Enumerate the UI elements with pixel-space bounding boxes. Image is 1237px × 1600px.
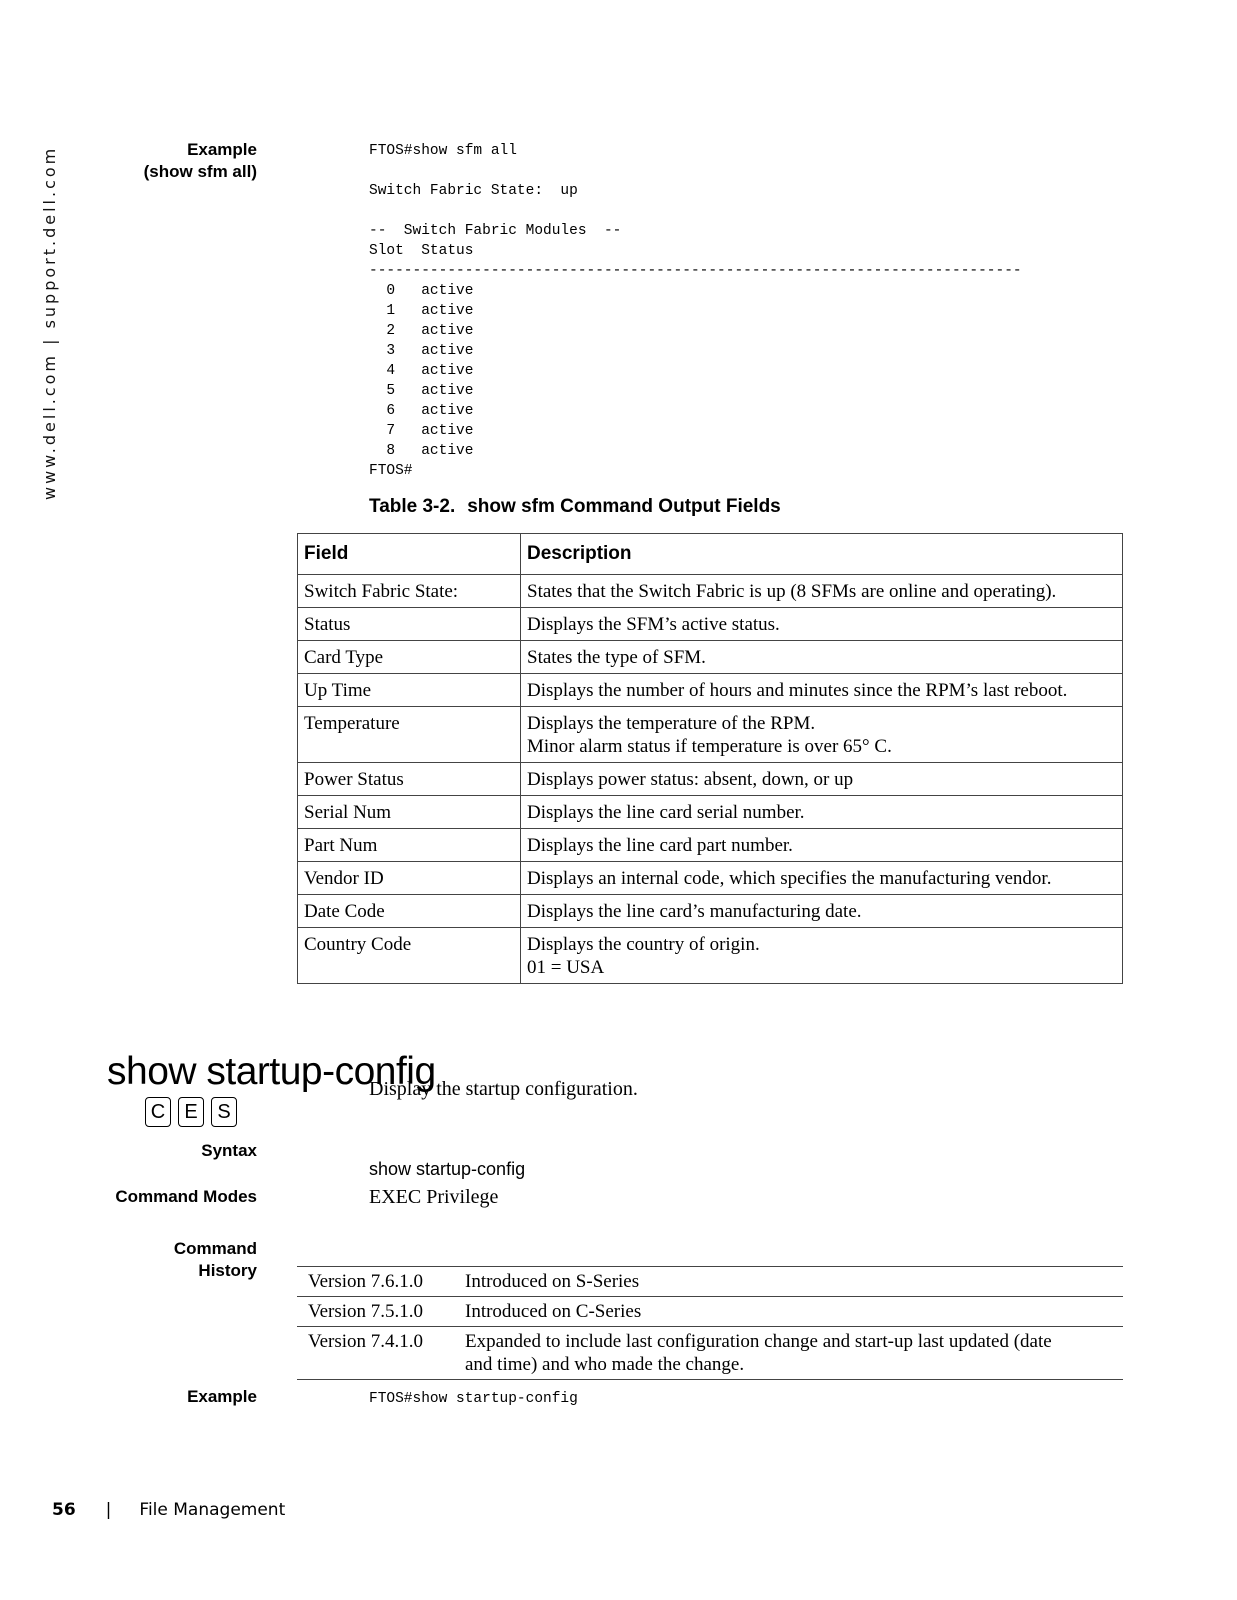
table-row: [298, 674, 1123, 707]
command-title: show startup-config: [107, 1050, 436, 1093]
output-fields-table: [297, 533, 1123, 984]
description-line: Displays the line card’s manufacturing date.: [527, 901, 862, 922]
history-row: [297, 1297, 1123, 1327]
description-cell: [521, 641, 1123, 674]
description-line: Displays the line card part number.: [527, 835, 793, 856]
page-footer: [52, 1500, 285, 1520]
description-line: Displays the country of origin.: [527, 934, 760, 955]
history-description-line: Expanded to include last configuration change and start-up last updated (date: [465, 1331, 1052, 1352]
field-cell: Date Code: [298, 895, 521, 928]
page-number: 56: [52, 1500, 76, 1520]
table-header-row: [298, 534, 1123, 575]
table-row: [298, 763, 1123, 796]
table-row: [298, 608, 1123, 641]
field-cell: Switch Fabric State:: [298, 575, 521, 608]
example-label-line1: Example: [187, 140, 257, 159]
table-row: [298, 829, 1123, 862]
field-cell: Up Time: [298, 674, 521, 707]
description-cell: [521, 575, 1123, 608]
command-history-label: [174, 1238, 257, 1282]
description-line: States the type of SFM.: [527, 647, 706, 668]
field-cell: Card Type: [298, 641, 521, 674]
field-cell: Status: [298, 608, 521, 641]
history-description-line: Introduced on C-Series: [465, 1301, 642, 1322]
description-line: Displays the SFM’s active status.: [527, 614, 780, 635]
description-line: Displays the number of hours and minutes since the RPM’s last reboot.: [527, 680, 1068, 701]
field-cell: Serial Num: [298, 796, 521, 829]
table-row: [298, 862, 1123, 895]
description-line: Displays power status: absent, down, or up: [527, 769, 854, 790]
field-cell: Part Num: [298, 829, 521, 862]
example2-label: Example: [187, 1387, 257, 1406]
description-cell: [521, 928, 1123, 984]
history-description-line: Introduced on S-Series: [465, 1271, 640, 1292]
description-cell: [521, 674, 1123, 707]
example-code-block: FTOS#show sfm all Switch Fabric State: up -- Switch Fabric Modules -- Slot Status --------------------------------------------------------------------------- 0 active 1 active 2 active 3 active 4 active 5 active 6 active 7 active 8 active FTOS#: [369, 143, 1022, 479]
header-field: Field: [298, 534, 521, 575]
footer-section: File Management: [139, 1500, 286, 1520]
mode-badge: C: [145, 1097, 171, 1127]
table-caption: [369, 496, 781, 518]
syntax-label: Syntax: [201, 1141, 257, 1160]
header-description: Description: [521, 534, 1123, 575]
table-caption-number: Table 3-2.: [369, 496, 456, 517]
example2-code: FTOS#show startup-config: [369, 1391, 578, 1407]
footer-separator: |: [105, 1500, 112, 1520]
description-cell: [521, 862, 1123, 895]
field-cell: Temperature: [298, 707, 521, 763]
description-line: Displays an internal code, which specifies the manufacturing vendor.: [527, 868, 1052, 889]
table-row: [298, 928, 1123, 984]
field-cell: Power Status: [298, 763, 521, 796]
table-row: [298, 575, 1123, 608]
side-url: www.dell.com | support.dell.com: [40, 145, 59, 500]
history-description: [454, 1267, 1123, 1297]
description-cell: [521, 608, 1123, 641]
description-cell: [521, 796, 1123, 829]
command-history-table: [297, 1266, 1123, 1380]
history-body: [297, 1267, 1123, 1380]
command-description: Display the startup configuration.: [369, 1078, 638, 1100]
syntax-text: show startup-config: [369, 1159, 526, 1179]
history-row: [297, 1267, 1123, 1297]
history-description: [454, 1297, 1123, 1327]
description-line: Minor alarm status if temperature is over 65° C.: [527, 736, 892, 757]
description-cell: [521, 763, 1123, 796]
field-cell: Country Code: [298, 928, 521, 984]
table-body: [298, 575, 1123, 984]
command-mode-badges: [145, 1097, 237, 1127]
example-label-line2: (show sfm all): [143, 162, 257, 181]
description-line: Displays the temperature of the RPM.: [527, 713, 816, 734]
mode-badge: S: [211, 1097, 237, 1127]
description-line: States that the Switch Fabric is up (8 SFMs are online and operating).: [527, 581, 1057, 602]
command-modes-label: Command Modes: [115, 1187, 257, 1206]
table-row: [298, 796, 1123, 829]
history-version: Version 7.6.1.0: [297, 1267, 454, 1297]
description-line: Displays the line card serial number.: [527, 802, 805, 823]
field-cell: Vendor ID: [298, 862, 521, 895]
history-description-line: and time) and who made the change.: [465, 1354, 745, 1375]
history-version: Version 7.4.1.0: [297, 1327, 454, 1380]
description-cell: [521, 707, 1123, 763]
example-label: [144, 139, 257, 183]
history-description: [454, 1327, 1123, 1380]
description-cell: [521, 829, 1123, 862]
command-history-label-line2: History: [198, 1261, 257, 1280]
table-row: [298, 895, 1123, 928]
table-row: [298, 641, 1123, 674]
description-cell: [521, 895, 1123, 928]
table-caption-title: show sfm Command Output Fields: [467, 496, 781, 517]
description-line: 01 = USA: [527, 957, 605, 978]
table-row: [298, 707, 1123, 763]
history-version: Version 7.5.1.0: [297, 1297, 454, 1327]
command-history-label-line1: Command: [173, 1239, 257, 1258]
history-row: [297, 1327, 1123, 1380]
command-modes-value: EXEC Privilege: [369, 1186, 499, 1208]
mode-badge: E: [178, 1097, 204, 1127]
